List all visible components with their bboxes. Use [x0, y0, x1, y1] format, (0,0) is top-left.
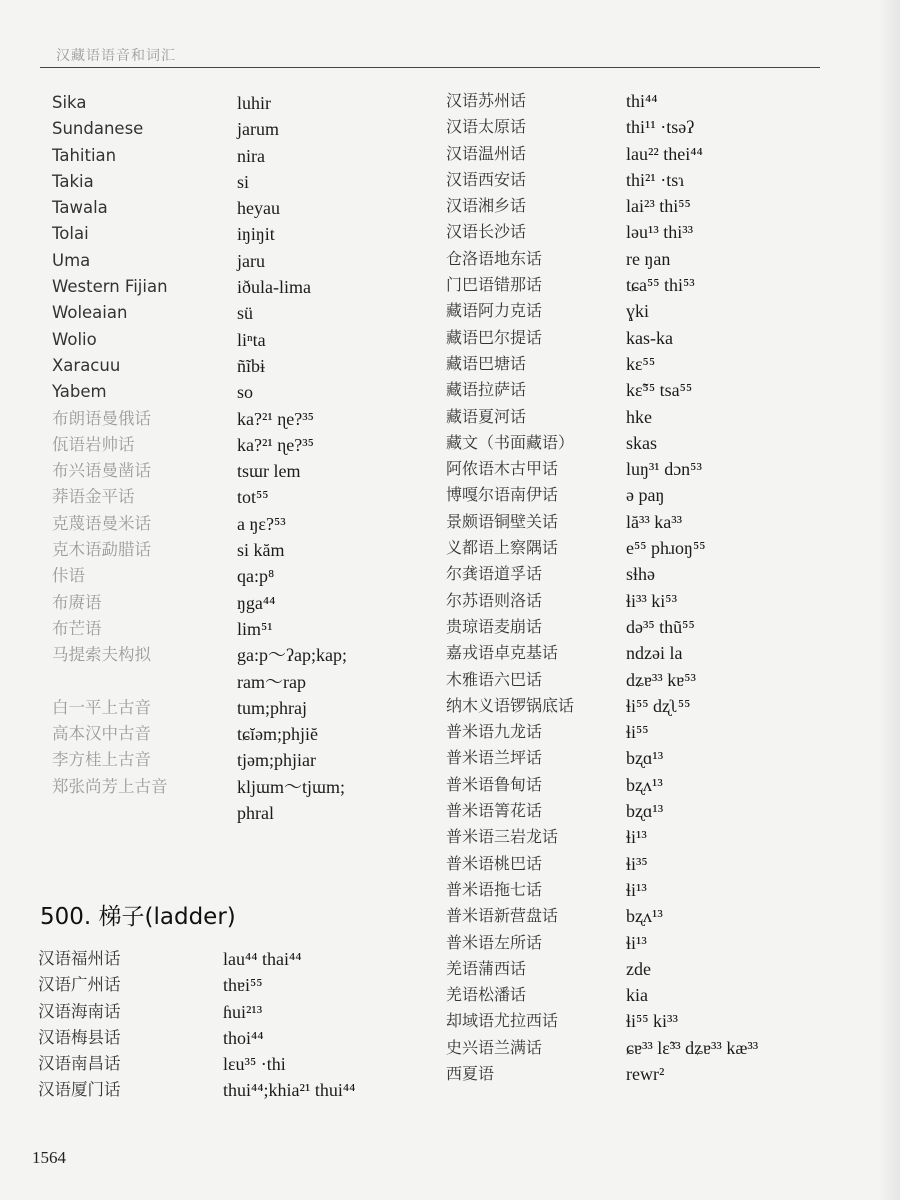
entry-row — [446, 1035, 866, 1061]
word-form: si — [237, 171, 250, 192]
language-name: 汉语长沙话 — [446, 222, 527, 242]
entry-row — [52, 484, 392, 510]
word-form: luŋ³¹ dɔn⁵³ — [626, 459, 702, 480]
language-name: 西夏语 — [446, 1063, 495, 1083]
entry-row — [52, 800, 392, 826]
entry-row — [446, 772, 866, 798]
language-name: 普米语九龙话 — [446, 722, 543, 742]
language-name: 克蔑语曼米话 — [52, 513, 151, 533]
entry-row — [446, 667, 866, 693]
language-name: 普米语兰坪话 — [446, 748, 543, 768]
language-name: 藏文（书面藏语） — [446, 432, 575, 452]
word-form: lɛu³⁵ ·thi — [223, 1054, 286, 1075]
word-form: tɕa⁵⁵ thi⁵³ — [626, 275, 695, 296]
word-form: si kăm — [237, 540, 285, 561]
running-header-title: 汉藏语语音和词汇 — [56, 48, 176, 64]
language-name: 汉语福州话 — [38, 949, 121, 968]
language-name: 景颇语铜壁关话 — [446, 511, 559, 531]
word-form: ndzəi la — [626, 643, 683, 664]
word-form: thi²¹ ·tsɿ — [626, 169, 685, 190]
word-form: re ŋan — [626, 248, 671, 269]
language-name: 普米语鲁甸话 — [446, 774, 543, 794]
entry-row — [52, 721, 392, 747]
word-form: kɛ⁵⁵ — [626, 353, 656, 374]
language-name: 郑张尚芳上古音 — [52, 776, 168, 796]
language-name: Takia — [52, 171, 94, 191]
page-crease-shadow — [878, 0, 900, 1200]
word-form: ɬi¹³ — [626, 879, 647, 900]
language-name: 布芒语 — [52, 618, 102, 638]
language-name: 汉语南昌话 — [38, 1054, 121, 1074]
entry-row — [52, 747, 392, 773]
entry-row — [446, 640, 866, 666]
entry-row — [446, 745, 866, 771]
language-name: 白一平上古音 — [52, 697, 151, 717]
entry-row — [446, 588, 866, 614]
language-name: 仓洛语地东话 — [446, 248, 543, 268]
word-form: lai²³ thi⁵⁵ — [626, 196, 691, 217]
entry-row — [446, 614, 866, 640]
entry-row — [52, 642, 392, 668]
entry-row — [446, 877, 866, 903]
word-form: ga:p～ʔap;kap; — [237, 645, 347, 666]
entry-row — [52, 616, 392, 642]
language-name: Wolio — [52, 329, 97, 349]
word-form: ñĩbɨ — [237, 355, 266, 376]
entry-row — [446, 272, 866, 298]
entry-row — [446, 246, 866, 272]
entry-row — [446, 903, 866, 929]
word-form: lă³³ ka³³ — [626, 511, 683, 532]
word-form: ə paŋ — [626, 485, 665, 506]
word-form: zde — [626, 958, 651, 979]
language-name: 汉语西安话 — [446, 169, 527, 189]
entry-row — [446, 956, 866, 982]
word-form: kljɯm～tjɯm; — [237, 776, 346, 797]
entry-row — [446, 824, 866, 850]
language-name: Uma — [52, 250, 91, 270]
word-form: bʐʌ¹³ — [626, 906, 663, 927]
language-name: 莽语金平话 — [52, 487, 135, 507]
language-name: 汉语广州话 — [38, 975, 121, 995]
word-form: ɬi¹³ — [626, 932, 647, 953]
entry-row — [52, 274, 392, 300]
language-name: 纳木义语锣锅底话 — [446, 695, 575, 715]
word-form: iðula-lima — [237, 277, 311, 298]
word-form: tɕĭəm;phjiĕ — [237, 724, 318, 745]
entry-row — [52, 116, 392, 142]
entry-row — [446, 114, 866, 140]
language-name: 汉语苏州话 — [446, 91, 527, 110]
entry-row — [446, 482, 866, 508]
word-form: phral — [237, 803, 274, 824]
entry-row — [446, 193, 866, 219]
word-form: jaru — [237, 250, 265, 271]
entry-row — [446, 1061, 866, 1087]
language-name: 木雅语六巴话 — [446, 669, 543, 689]
word-form: ka?²¹ ɳe?³⁵ — [237, 434, 314, 455]
page-number: 1564 — [32, 1148, 66, 1167]
entry-row — [446, 535, 866, 561]
entry-row — [446, 1008, 866, 1034]
word-form: rewr² — [626, 1063, 665, 1084]
language-name: Tahitian — [52, 145, 117, 165]
entry-row — [52, 695, 392, 721]
language-name: 汉语梅县话 — [38, 1027, 121, 1047]
language-name: Sundanese — [52, 119, 144, 139]
language-name: 马提索夫构拟 — [52, 645, 151, 665]
left-column — [52, 90, 392, 826]
word-form: ram～rap — [237, 671, 306, 692]
language-name: 布赓语 — [52, 592, 102, 612]
language-name: 门巴语错那话 — [446, 275, 543, 295]
entry-row — [446, 351, 866, 377]
word-form: ɬi⁵⁵ ki³³ — [626, 1011, 678, 1032]
language-name: 普米语左所话 — [446, 932, 543, 952]
entry-row — [52, 327, 392, 353]
entry-row — [52, 458, 392, 484]
running-header — [40, 43, 820, 68]
language-name: 普米语新营盘话 — [446, 906, 559, 926]
language-name: 汉语湘乡话 — [446, 196, 527, 216]
entry-row — [52, 353, 392, 379]
language-name: 汉语太原话 — [446, 117, 527, 137]
word-form: thi¹¹ ·tsəʔ — [626, 117, 695, 138]
word-form: kɛ̃⁵⁵ tsa⁵⁵ — [626, 380, 693, 401]
language-name: 高本汉中古音 — [52, 724, 151, 744]
language-name: 羌语松潘话 — [446, 985, 527, 1005]
word-form: nira — [237, 145, 265, 166]
language-name: 却域语尤拉西话 — [446, 1011, 559, 1031]
entry-row — [446, 798, 866, 824]
language-name: 汉语厦门话 — [38, 1080, 121, 1100]
language-name: Woleaian — [52, 303, 128, 323]
language-name: Western Fijian — [52, 277, 168, 297]
entry-row — [38, 946, 418, 972]
word-form: bʐʌ¹³ — [626, 774, 663, 795]
language-name: 藏语夏河话 — [446, 406, 527, 426]
word-form: hke — [626, 406, 652, 427]
word-form: thi⁴⁴ — [626, 91, 658, 111]
language-name: 义都语上察隅话 — [446, 538, 559, 558]
word-form: liⁿta — [237, 329, 266, 350]
language-name: 阿侬语木古甲话 — [446, 459, 559, 479]
entry-row — [446, 325, 866, 351]
word-form: ɣki — [626, 301, 650, 322]
entry-row — [38, 972, 418, 998]
word-form: a ŋɛ?⁵³ — [237, 513, 286, 534]
entry-row — [446, 430, 866, 456]
word-form: tjəm;phjiar — [237, 750, 316, 771]
entry-row — [52, 537, 392, 563]
language-name: 嘉戎语卓克基话 — [446, 643, 559, 663]
word-form: lau²² thei⁴⁴ — [626, 143, 703, 164]
entry-row — [52, 406, 392, 432]
language-name: 李方桂上古音 — [52, 750, 151, 770]
language-name: 贵琼语麦崩话 — [446, 616, 543, 636]
language-name: 羌语蒲西话 — [446, 958, 527, 978]
word-form: jarum — [237, 119, 279, 140]
word-form: bʐɑ¹³ — [626, 748, 664, 769]
language-name: 克木语勐腊话 — [52, 540, 151, 560]
language-name: Yabem — [52, 382, 107, 402]
word-form: so — [237, 382, 254, 403]
entry-row — [38, 999, 418, 1025]
language-name: 佤语岩帅话 — [52, 434, 135, 454]
word-form: e⁵⁵ phɹoŋ⁵⁵ — [626, 538, 706, 559]
entry-row — [446, 404, 866, 430]
word-form: ɬi³⁵ — [626, 853, 648, 874]
word-form: kia — [626, 985, 648, 1006]
language-name: 藏语巴尔提话 — [446, 327, 543, 347]
language-name: 佧语 — [52, 566, 85, 586]
word-form: thɐi⁵⁵ — [223, 975, 263, 996]
entry-row — [446, 456, 866, 482]
entry-row — [38, 1077, 418, 1103]
entry-row — [52, 379, 392, 405]
entry-row — [52, 248, 392, 274]
word-form: ɬi⁵⁵ dʐʅ⁵⁵ — [626, 695, 691, 716]
word-form: ɦui²¹³ — [223, 1001, 263, 1022]
word-form: sü — [237, 303, 254, 324]
section-heading: 500. 梯子(ladder) — [40, 904, 236, 930]
language-name: 尔龚语道孚话 — [446, 564, 543, 584]
word-form: tsɯr lem — [237, 461, 301, 482]
entry-row — [446, 719, 866, 745]
word-form: ɬi⁵⁵ — [626, 722, 649, 743]
entry-row — [52, 300, 392, 326]
word-form: də³⁵ thũ⁵⁵ — [626, 616, 695, 637]
entry-row — [52, 432, 392, 458]
language-name: 博嘎尔语南伊话 — [446, 485, 559, 505]
word-form: dʑɐ³³ kɐ⁵³ — [626, 669, 696, 690]
entry-row — [52, 143, 392, 169]
language-name: 尔苏语则洛话 — [446, 590, 543, 610]
word-form: bʐɑ¹³ — [626, 801, 664, 822]
word-form: lau⁴⁴ thai⁴⁴ — [223, 949, 302, 969]
word-form: tum;phraj — [237, 697, 307, 718]
language-name: Sika — [52, 93, 87, 112]
language-name: 藏语巴塘话 — [446, 353, 527, 373]
entry-row — [52, 169, 392, 195]
language-name: 汉语海南话 — [38, 1001, 121, 1021]
entry-row — [446, 693, 866, 719]
word-form: kas-ka — [626, 327, 673, 348]
entry-row — [446, 851, 866, 877]
language-name: Tawala — [52, 198, 108, 218]
entry-row — [52, 669, 392, 695]
word-form: thui⁴⁴;khia²¹ thui⁴⁴ — [223, 1080, 356, 1101]
entry-row — [446, 298, 866, 324]
entry-row — [52, 195, 392, 221]
entry-row — [446, 88, 866, 114]
entry-row — [446, 982, 866, 1008]
language-name: 普米语箐花话 — [446, 801, 543, 821]
word-form: thoi⁴⁴ — [223, 1027, 264, 1048]
word-form: lim⁵¹ — [237, 618, 273, 639]
language-name: 布兴语曼凿话 — [52, 461, 151, 481]
word-form: tot⁵⁵ — [237, 487, 269, 508]
word-form: skas — [626, 432, 657, 453]
entry-row — [52, 774, 392, 800]
language-name: 汉语温州话 — [446, 143, 527, 163]
language-name: 普米语拖七话 — [446, 879, 543, 899]
language-name: 藏语拉萨话 — [446, 380, 527, 400]
entry-row — [38, 1025, 418, 1051]
word-form: ləu¹³ thi³³ — [626, 222, 694, 243]
entry-row — [446, 561, 866, 587]
language-name: 普米语桃巴话 — [446, 853, 543, 873]
entry-row — [446, 930, 866, 956]
entry-row — [52, 590, 392, 616]
word-form: luhir — [237, 93, 271, 113]
word-form: ɬi³³ ki⁵³ — [626, 590, 677, 611]
language-name: 普米语三岩龙话 — [446, 827, 559, 847]
bottom-left-column — [38, 946, 418, 1104]
language-name: 史兴语兰满话 — [446, 1037, 543, 1057]
right-column — [446, 88, 866, 1087]
word-form: ŋga⁴⁴ — [237, 592, 276, 613]
entry-row — [52, 90, 392, 116]
language-name: Tolai — [52, 224, 89, 244]
entry-row — [38, 1051, 418, 1077]
language-name: Xaracuu — [52, 355, 121, 375]
word-form: sɬhə — [626, 564, 655, 585]
entry-row — [52, 221, 392, 247]
word-form: ka?²¹ ɳe?³⁵ — [237, 408, 314, 429]
entry-row — [446, 219, 866, 245]
word-form: ɬi¹³ — [626, 827, 647, 848]
entry-row — [446, 167, 866, 193]
word-form: ɕɐ³³ lɛ̃³³ dʑɐ³³ kæ³³ — [626, 1037, 759, 1058]
word-form: qa:p⁸ — [237, 566, 275, 587]
language-name: 藏语阿力克话 — [446, 301, 543, 321]
entry-row — [52, 511, 392, 537]
entry-row — [446, 377, 866, 403]
entry-row — [446, 141, 866, 167]
word-form: iŋiŋit — [237, 224, 275, 245]
entry-row — [52, 563, 392, 589]
word-form: heyau — [237, 198, 280, 219]
entry-row — [446, 509, 866, 535]
language-name: 布朗语曼俄话 — [52, 408, 151, 428]
